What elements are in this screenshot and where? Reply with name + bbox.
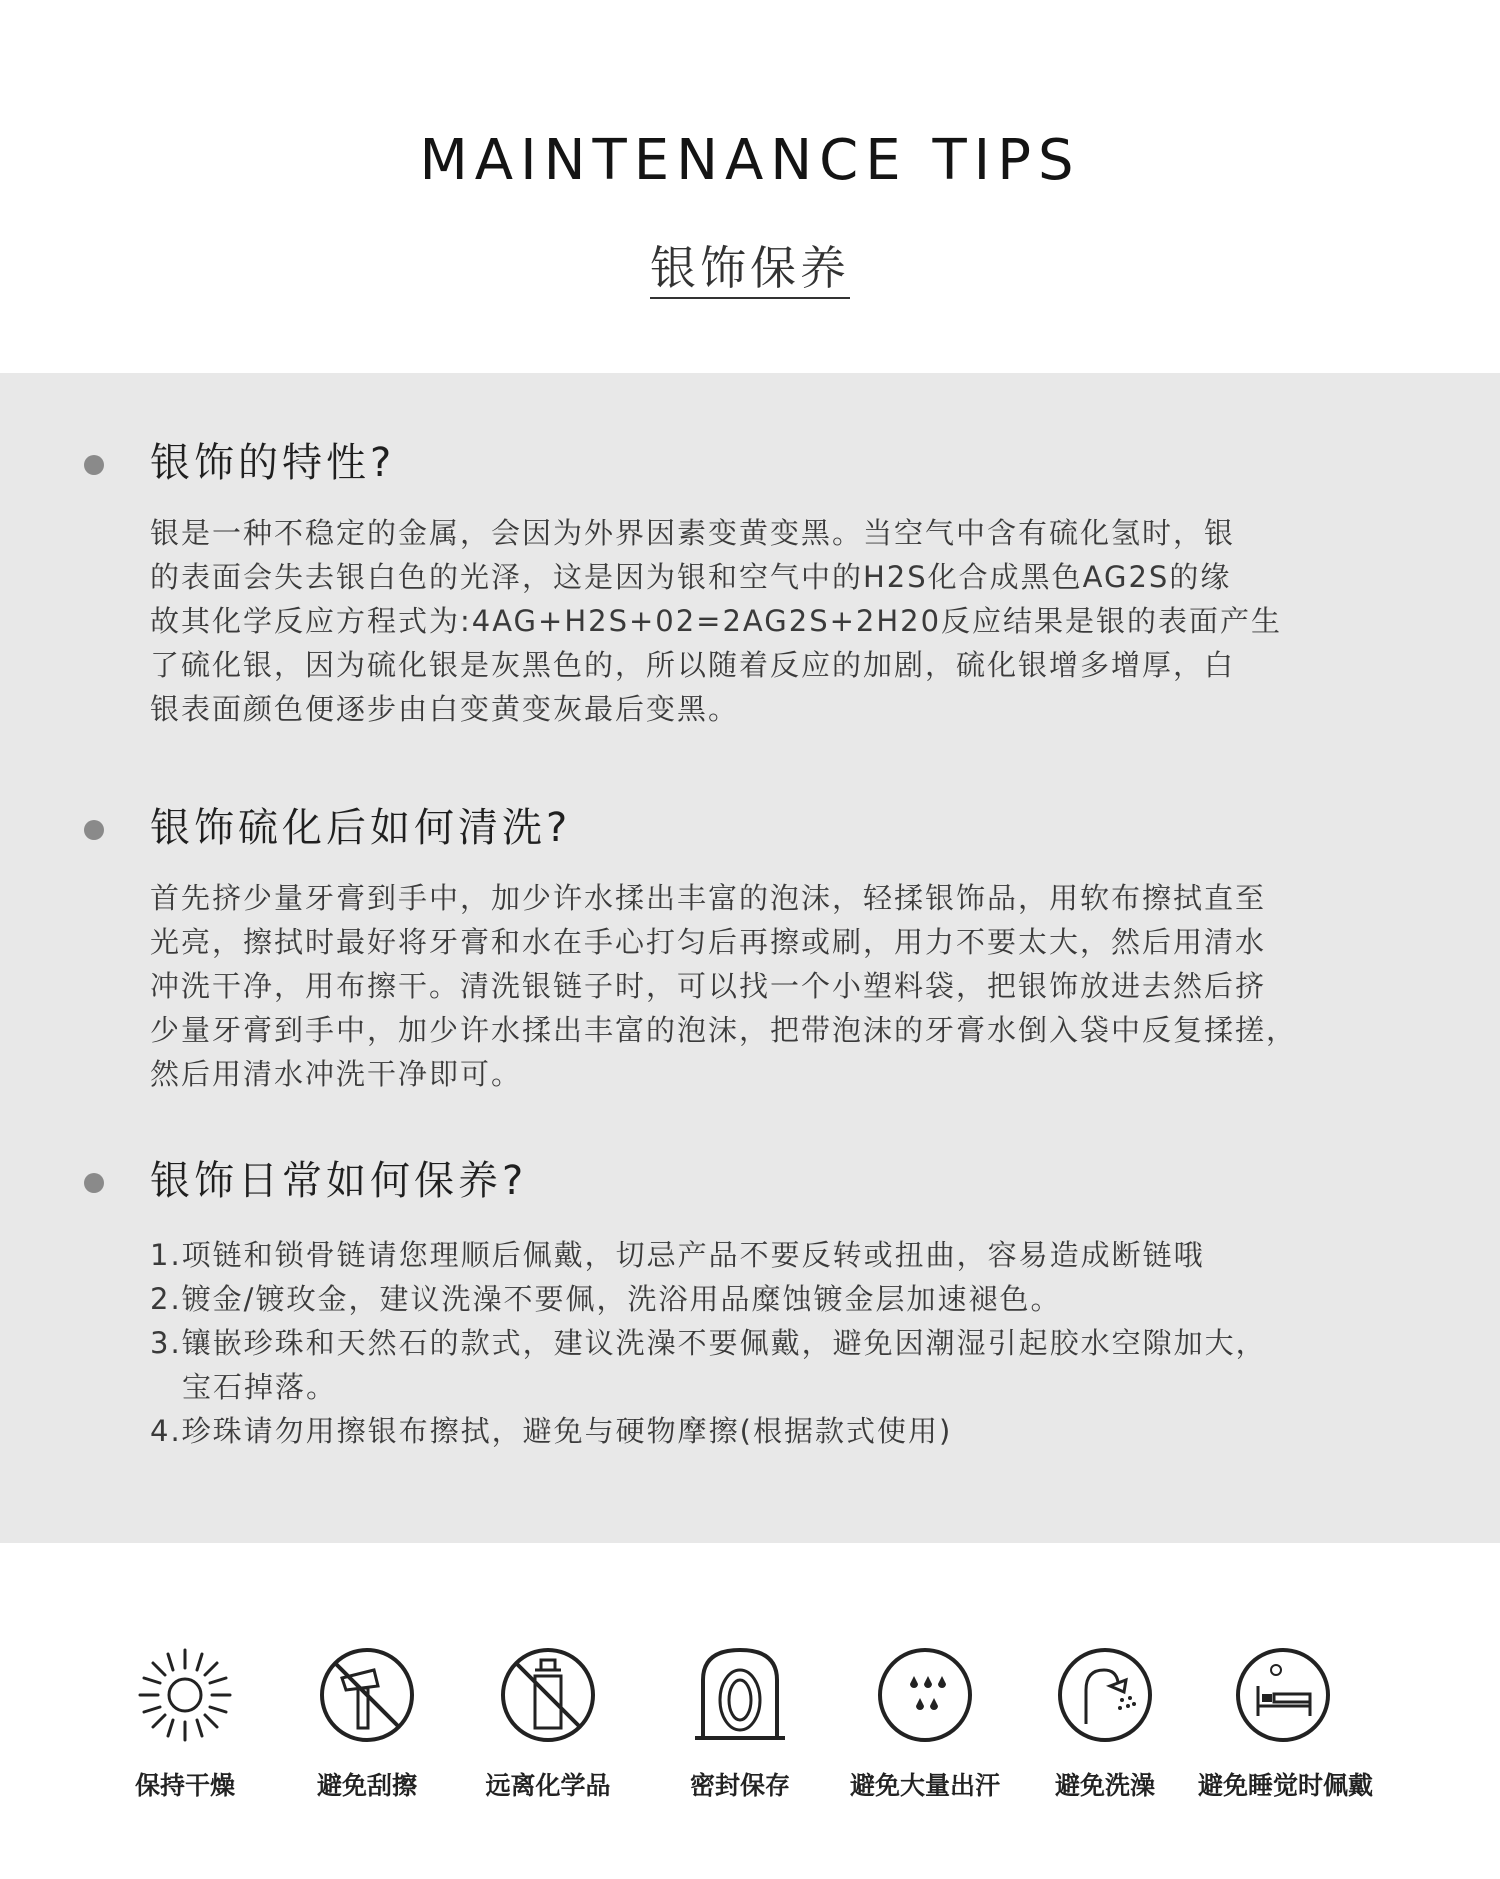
sweat-drops-icon bbox=[870, 1640, 980, 1750]
list-item: 3.镶嵌珍珠和天然石的款式，建议洗澡不要佩戴，避免因潮湿引起胶水空隙加大， bbox=[150, 1326, 1267, 1360]
page-title-en: MAINTENANCE TIPS bbox=[419, 128, 1081, 193]
icon-item-keep-dry bbox=[100, 1640, 270, 1802]
paragraph-line: 的表面会失去银白色的光泽，这是因为银和空气中的H2S化合成黑色AG2S的缘 bbox=[150, 560, 1232, 594]
header bbox=[0, 0, 1500, 373]
list-item: 4.珍珠请勿用擦银布擦拭，避免与硬物摩擦(根据款式使用) bbox=[150, 1414, 953, 1448]
section-paragraph bbox=[150, 876, 1420, 1096]
section-list bbox=[150, 1233, 1420, 1453]
icon-item-avoid-sleeping bbox=[1198, 1640, 1374, 1802]
paragraph-line: 冲洗干净，用布擦干。清洗银链子时，可以找一个小塑料袋，把银饰放进去然后挤 bbox=[150, 969, 1267, 1003]
paragraph-line: 了硫化银，因为硫化银是灰黑色的，所以随着反应的加剧，硫化银增多增厚，白 bbox=[150, 648, 1236, 682]
paragraph-line: 银是一种不稳定的金属，会因为外界因素变黄变黑。当空气中含有硫化氢时，银 bbox=[150, 516, 1236, 550]
icon-label: 远离化学品 bbox=[485, 1771, 611, 1800]
list-item: 2.镀金/镀玫金，建议洗澡不要佩，洗浴用品糜蚀镀金层加速褪色。 bbox=[150, 1282, 1062, 1316]
section-title: 银饰的特性? bbox=[150, 440, 396, 486]
no-chemical-bottle-icon bbox=[493, 1640, 603, 1750]
icon-label: 密封保存 bbox=[689, 1771, 790, 1800]
tips-panel bbox=[0, 373, 1500, 1543]
care-icons-row bbox=[0, 1640, 1500, 1840]
icon-label: 避免大量出汗 bbox=[849, 1771, 1000, 1800]
list-item: 1.项链和锁骨链请您理顺后佩戴，切忌产品不要反转或扭曲，容易造成断链哦 bbox=[150, 1238, 1205, 1272]
section-title: 银饰硫化后如何清洗? bbox=[150, 805, 572, 851]
sealed-box-icon bbox=[685, 1640, 795, 1750]
list-item: 宝石掉落。 bbox=[182, 1370, 338, 1404]
icon-item-avoid-scratch bbox=[282, 1640, 452, 1802]
icon-label: 避免睡觉时佩戴 bbox=[1198, 1771, 1374, 1800]
icon-item-avoid-shower bbox=[1020, 1640, 1190, 1802]
shower-icon bbox=[1050, 1640, 1160, 1750]
bullet-dot bbox=[84, 455, 104, 475]
paragraph-line: 少量牙膏到手中，加少许水揉出丰富的泡沫，把带泡沫的牙膏水倒入袋中反复揉搓， bbox=[150, 1013, 1298, 1047]
bed-icon bbox=[1228, 1640, 1338, 1750]
paragraph-line: 然后用清水冲洗干净即可。 bbox=[150, 1057, 523, 1091]
page-title-cn bbox=[0, 232, 1500, 298]
page-title-cn-text: 银饰保养 bbox=[650, 241, 850, 299]
paragraph-line: 故其化学反应方程式为:4AG+H2S+02=2AG2S+2H20反应结果是银的表面产生 bbox=[150, 604, 1283, 638]
no-hammer-icon bbox=[312, 1640, 422, 1750]
icon-item-sealed-storage bbox=[655, 1640, 825, 1802]
icon-label: 避免洗澡 bbox=[1054, 1771, 1155, 1800]
icon-label: 避免刮擦 bbox=[316, 1771, 417, 1800]
icon-label: 保持干燥 bbox=[134, 1771, 235, 1800]
bullet-dot bbox=[84, 1173, 104, 1193]
sun-icon bbox=[130, 1640, 240, 1750]
section-title: 银饰日常如何保养? bbox=[150, 1158, 528, 1204]
paragraph-line: 银表面颜色便逐步由白变黄变灰最后变黑。 bbox=[150, 692, 740, 726]
bullet-dot bbox=[84, 820, 104, 840]
icon-item-avoid-chemicals bbox=[463, 1640, 633, 1802]
section-paragraph bbox=[150, 511, 1420, 731]
paragraph-line: 光亮，擦拭时最好将牙膏和水在手心打匀后再擦或刷，用力不要太大，然后用清水 bbox=[150, 925, 1267, 959]
paragraph-line: 首先挤少量牙膏到手中，加少许水揉出丰富的泡沫，轻揉银饰品，用软布擦拭直至 bbox=[150, 881, 1267, 915]
icon-item-avoid-sweat bbox=[840, 1640, 1010, 1802]
